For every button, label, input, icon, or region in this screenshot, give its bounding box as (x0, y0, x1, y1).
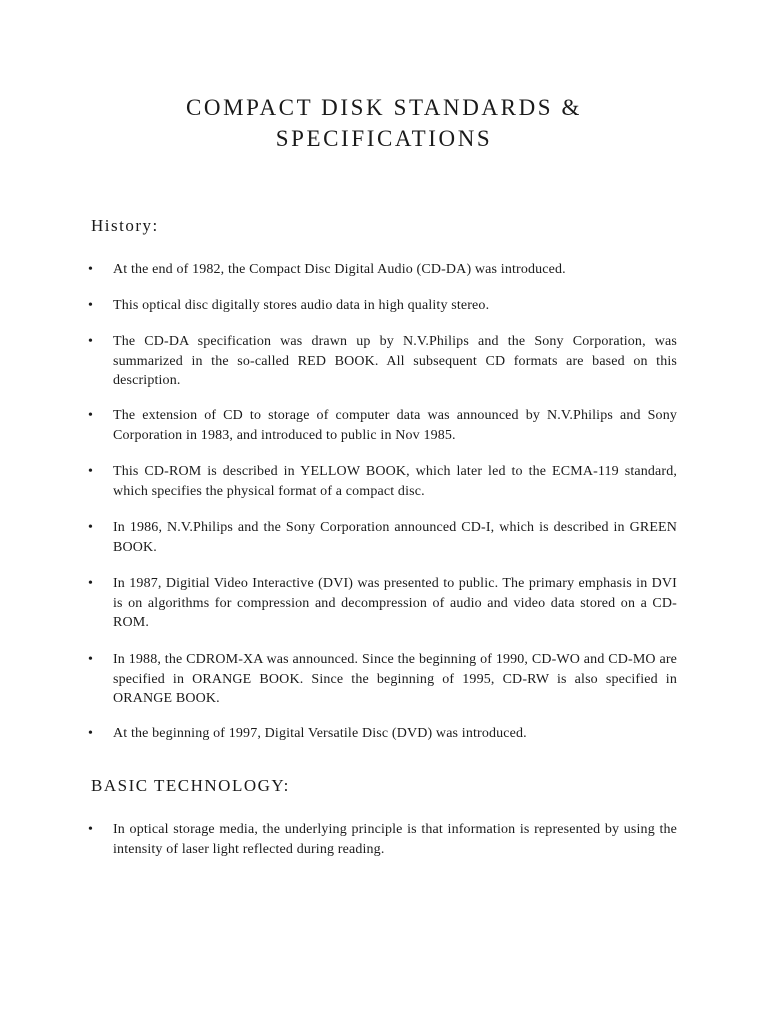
bullet-icon: • (88, 822, 93, 837)
bullet-icon: • (88, 520, 93, 535)
list-item-text: In 1988, the CDROM-XA was announced. Since the beginning of 1990, CD-WO and CD-MO are specified in ORANGE BOOK. Since the beginning of 1995, CD-RW is also specified in ORANGE BOOK. (113, 652, 677, 706)
list-item-text: In 1986, N.V.Philips and the Sony Corporation announced CD-I, which is described in GREEN BOOK. (113, 520, 677, 555)
list-item-text: In 1987, Digitial Video Interactive (DVI) was presented to public. The primary emphasis in DVI is on algorithms for compression and decompression of audio and video data stored on a CD-ROM. (113, 576, 677, 630)
list-item-text: At the beginning of 1997, Digital Versatile Disc (DVD) was introduced. (113, 726, 527, 741)
bullet-icon: • (88, 576, 93, 591)
bullet-icon: • (88, 652, 93, 667)
list-item-text: At the end of 1982, the Compact Disc Digital Audio (CD-DA) was introduced. (113, 262, 566, 277)
page-title (0, 92, 768, 154)
bullet-icon: • (88, 334, 93, 349)
list-item-text: The extension of CD to storage of computer data was announced by N.V.Philips and Sony Corporation in 1983, and introduced to public in Nov 1985. (113, 408, 677, 443)
bullet-icon: • (88, 298, 93, 313)
list-item-text: This optical disc digitally stores audio data in high quality stereo. (113, 298, 490, 313)
page-title-line-1: COMPACT DISK STANDARDS & (185, 95, 583, 120)
bullet-icon: • (88, 464, 93, 479)
list-item-text: In optical storage media, the underlying principle is that information is represented by using the intensity of laser light reflected during reading. (113, 822, 677, 857)
list-item-text: This CD-ROM is described in YELLOW BOOK, which later led to the ECMA-119 standard, which specifies the physical format of a compact disc. (113, 464, 677, 499)
section-heading-basic-technology: BASIC TECHNOLOGY: (91, 776, 290, 795)
bullet-icon: • (88, 262, 93, 277)
section-heading-history: History: (91, 216, 159, 235)
bullet-icon: • (88, 726, 93, 741)
page-title-line-2: SPECIFICATIONS (275, 126, 493, 151)
list-item-text: The CD-DA specification was drawn up by N.V.Philips and the Sony Corporation, was summarized in the so-called RED BOOK. All subsequent CD formats are based on this description. (113, 334, 677, 388)
bullet-icon: • (88, 408, 93, 423)
